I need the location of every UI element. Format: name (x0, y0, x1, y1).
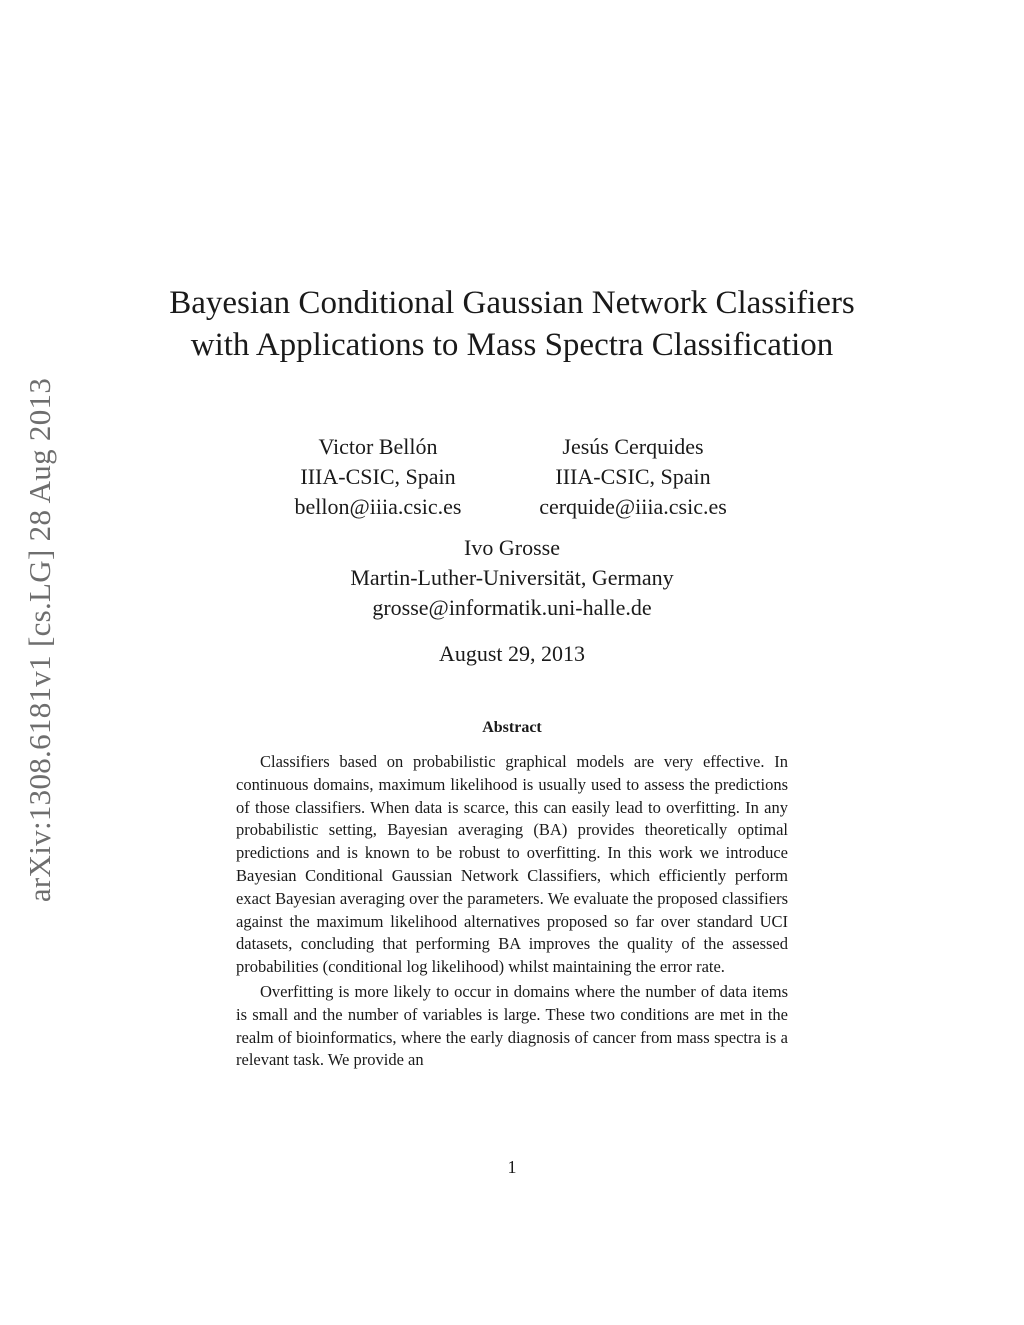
publication-date: August 29, 2013 (438, 641, 586, 666)
page-number: 1 (507, 1157, 517, 1177)
author-block (262, 533, 762, 623)
abstract-body (236, 751, 788, 1072)
paper-title: Bayesian Conditional Gaussian Network Classifiers with Applications to Mass Spectra Classification (169, 285, 855, 363)
author-affiliation: IIIA-CSIC, Spain (300, 464, 456, 489)
author-email[interactable]: bellon@iiia.csic.es (294, 494, 462, 519)
abstract-heading: Abstract (482, 719, 542, 736)
author-affiliation: IIIA-CSIC, Spain (555, 464, 711, 489)
author-name: Jesús Cerquides (562, 434, 704, 459)
author-affiliation: Martin-Luther-Universität, Germany (350, 565, 674, 590)
author-name: Ivo Grosse (464, 535, 560, 560)
arxiv-identifier-stamp[interactable]: arXiv:1308.6181v1 [cs.LG] 28 Aug 2013 (22, 377, 57, 903)
author-name: Victor Bellón (318, 434, 438, 459)
author-email[interactable]: cerquide@iiia.csic.es (539, 494, 727, 519)
author-email[interactable]: grosse@informatik.uni-halle.de (372, 595, 652, 620)
abstract-paragraph: Overfitting is more likely to occur in domains where the number of data items is small and the number of variables is large. These two conditions are met in the realm of bioinformatics, where the early diagnosis of cancer from mass spectra is a relevant task. We provide an (236, 981, 788, 1070)
abstract-paragraph: Classifiers based on probabilistic graphical models are very effective. In continuous domains, maximum likelihood is usually used to assess the predictions of those classifiers. When data is scarce, this can easily lead to overfitting. In any probabilistic setting, Bayesian averaging (BA) provides theoretically optimal predictions and is known to be robust to overfitting. In this work we introduce Bayesian Conditional Gaussian Network Classifiers, which efficiently perform exact Bayesian averaging over the parameters. We evaluate the proposed classifiers against the maximum likelihood alternatives proposed so far over standard UCI datasets, concluding that performing BA improves the quality of the assessed probabilities (conditional log likelihood) whilst maintaining the error rate. (236, 752, 788, 977)
author-block (510, 432, 756, 522)
author-block (258, 432, 498, 522)
